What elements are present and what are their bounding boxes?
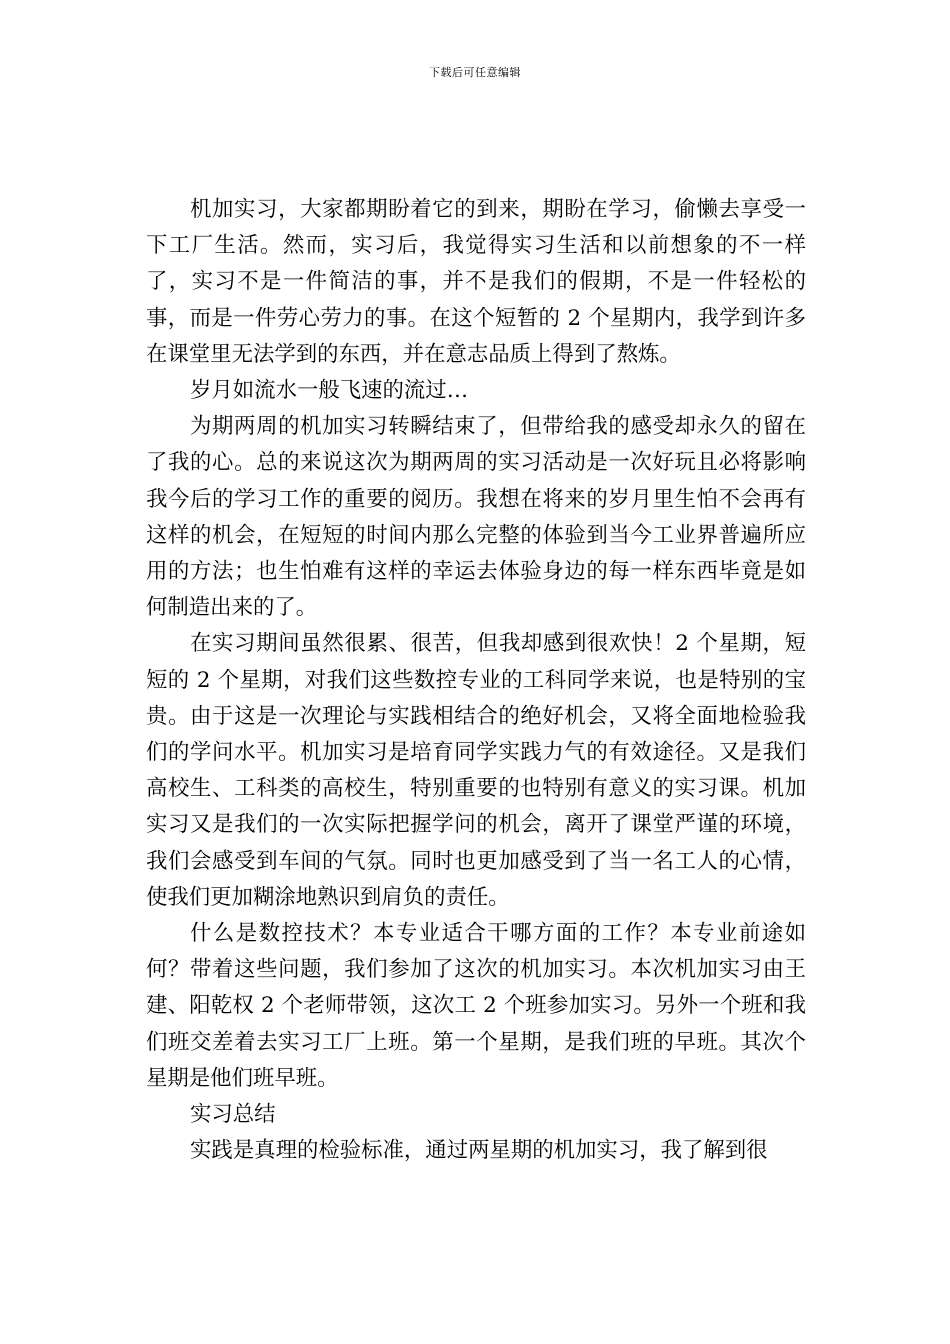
paragraph-cnc-questions: 什么是数控技术？本专业适合干哪方面的工作？本专业前途如何？带着这些问题，我们参加了这次的机加实习。本次机加实习由王建、阳乾权 2 个老师带领，这次工 2 个班参加实习。另外一个班和我们班交差着去实习工厂上班。第一个星期，是我们班的早班。其次个星期是他们班早班。 (146, 921, 806, 1091)
paragraph-internship-period: 在实习期间虽然很累、很苦，但我却感到很欢快！2 个星期，短短的 2 个星期，对我们这些数控专业的工科同学来说，也是特别的宝贵。由于这是一次理论与实践相结合的绝好机会，又将全面地检验我们的学问水平。机加实习是培育同学实践力气的有效途径。又是我们高校生、工科类的高校生，特别重要的也特别有意义的实习课。机加实习又是我们的一次实际把握学问的机会，离开了课堂严谨的环境，我们会感受到车间的气氛。同时也更加感受到了当一名工人的心情，使我们更加糊涂地熟识到肩负的责任。 (146, 631, 806, 910)
section-heading-summary: 实习总结 (190, 1102, 276, 1128)
paragraph-intro: 机加实习，大家都期盼着它的到来，期盼在学习，偷懒去享受一下工厂生活。然而，实习后，我觉得实习生活和以前想象的不一样了，实习不是一件简洁的事，并不是我们的假期，不是一件轻松的事，而是一件劳心劳力的事。在这个短暂的 2 个星期内，我学到许多在课堂里无法学到的东西，并在意志品质上得到了熬炼。 (146, 197, 806, 367)
paragraph-time-flows: 岁月如流水一般飞速的流过… (190, 378, 469, 404)
paragraph-practice: 实践是真理的检验标准，通过两星期的机加实习，我了解到很 (190, 1138, 768, 1164)
page-header: 下载后可任意编辑 (429, 66, 521, 79)
paragraph-two-weeks: 为期两周的机加实习转瞬结束了，但带给我的感受却永久的留在了我的心。总的来说这次为期两周的实习活动是一次好玩且必将影响我今后的学习工作的重要的阅历。我想在将来的岁月里生怕不会再有这样的机会，在短短的时间内那么完整的体验到当今工业界普遍所应用的方法；也生怕难有这样的幸运去体验身边的每一样东西毕竟是如何制造出来的了。 (146, 414, 806, 621)
document-body (146, 192, 806, 1169)
